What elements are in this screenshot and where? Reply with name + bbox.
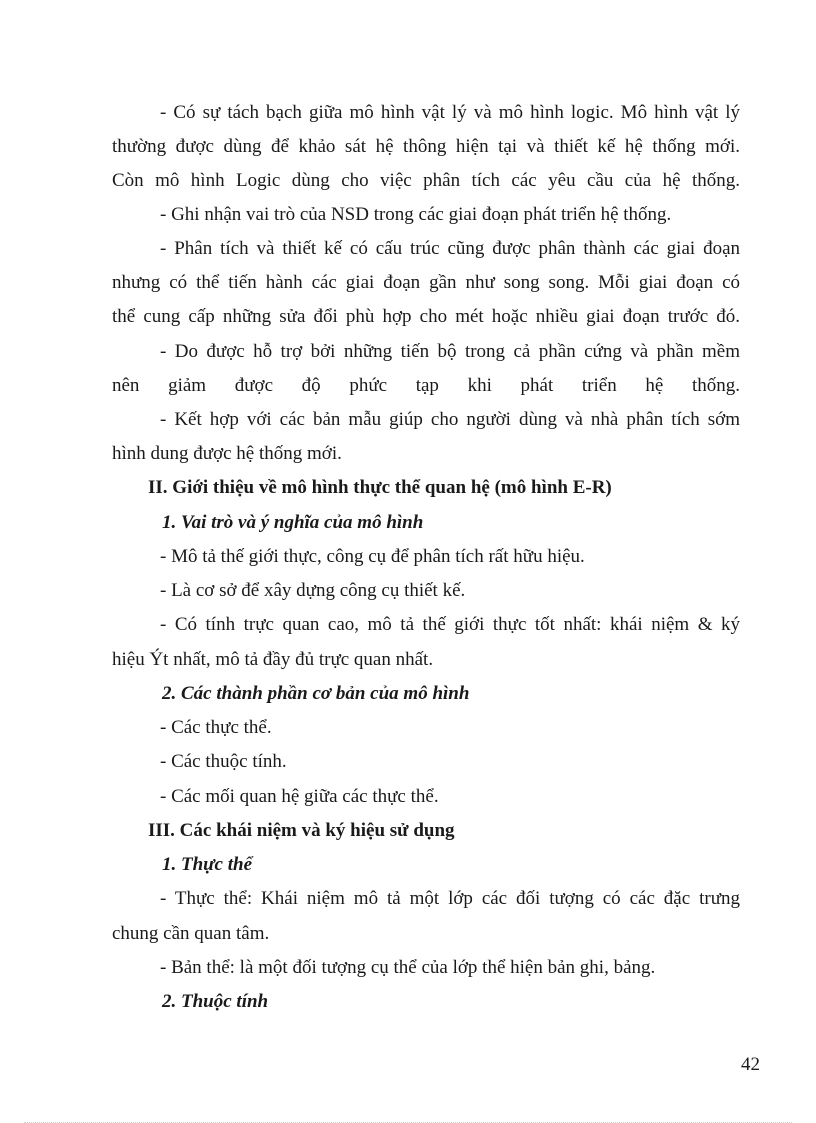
text-line: chung cần quan tâm.: [112, 923, 270, 944]
page-number: 42: [741, 1054, 760, 1075]
text-line: - Mô tả thế giới thực, công cụ để phân tích rất hữu hiệu.: [160, 546, 585, 567]
subsection-title: 1. Thực thể: [162, 854, 253, 875]
subsection-title: 1. Vai trò và ý nghĩa của mô hình: [162, 512, 424, 533]
text-line: thường được dùng để khảo sát hệ thông hiện tại và thiết kế hệ thống mới.: [112, 136, 740, 157]
text-line: - Các thuộc tính.: [160, 751, 287, 772]
text-line: - Phân tích và thiết kế có cấu trúc cũng được phân thành các giai đoạn: [160, 238, 740, 259]
text-line: - Các mối quan hệ giữa các thực thể.: [160, 786, 439, 807]
text-line: - Có sự tách bạch giữa mô hình vật lý và mô hình logic. Mô hình vật lý: [160, 102, 740, 123]
text-line: - Ghi nhận vai trò của NSD trong các giai đoạn phát triển hệ thống.: [160, 204, 672, 225]
section-heading: II. Giới thiệu về mô hình thực thể quan hệ (mô hình E-R): [148, 477, 612, 498]
section-heading: III. Các khái niệm và ký hiệu sử dụng: [148, 820, 455, 841]
subsection-title: 2. Các thành phần cơ bản của mô hình: [162, 683, 470, 704]
text-line: - Các thực thể.: [160, 717, 272, 738]
text-line: - Do được hỗ trợ bởi những tiến bộ trong cả phần cứng và phần mềm: [160, 341, 740, 362]
text-line: - Kết hợp với các bản mẫu giúp cho người dùng và nhà phân tích sớm: [160, 409, 740, 430]
text-line: hình dung được hệ thống mới.: [112, 443, 342, 464]
text-line: hiệu Ýt nhất, mô tả đầy đủ trực quan nhất.: [112, 649, 434, 670]
text-line: nên giảm được độ phức tạp khi phát triển hệ thống.: [112, 375, 740, 396]
text-line: - Có tính trực quan cao, mô tả thế giới thực tốt nhất: khái niệm & ký: [160, 614, 740, 635]
text-line: - Thực thể: Khái niệm mô tả một lớp các đối tượng có các đặc trưng: [160, 888, 740, 909]
text-line: Còn mô hình Logic dùng cho việc phân tích các yêu cầu của hệ thống.: [112, 170, 740, 191]
subsection-title: 2. Thuộc tính: [162, 991, 269, 1012]
text-line: - Là cơ sở để xây dựng công cụ thiết kế.: [160, 580, 466, 601]
text-line: thể cung cấp những sửa đổi phù hợp cho mét hoặc nhiều giai đoạn trước đó.: [112, 306, 740, 327]
text-line: nhưng có thể tiến hành các giai đoạn gần như song song. Mỗi giai đoạn có: [112, 272, 740, 293]
text-line: - Bản thể: là một đối tượng cụ thể của lớp thể hiện bản ghi, bảng.: [160, 957, 656, 978]
